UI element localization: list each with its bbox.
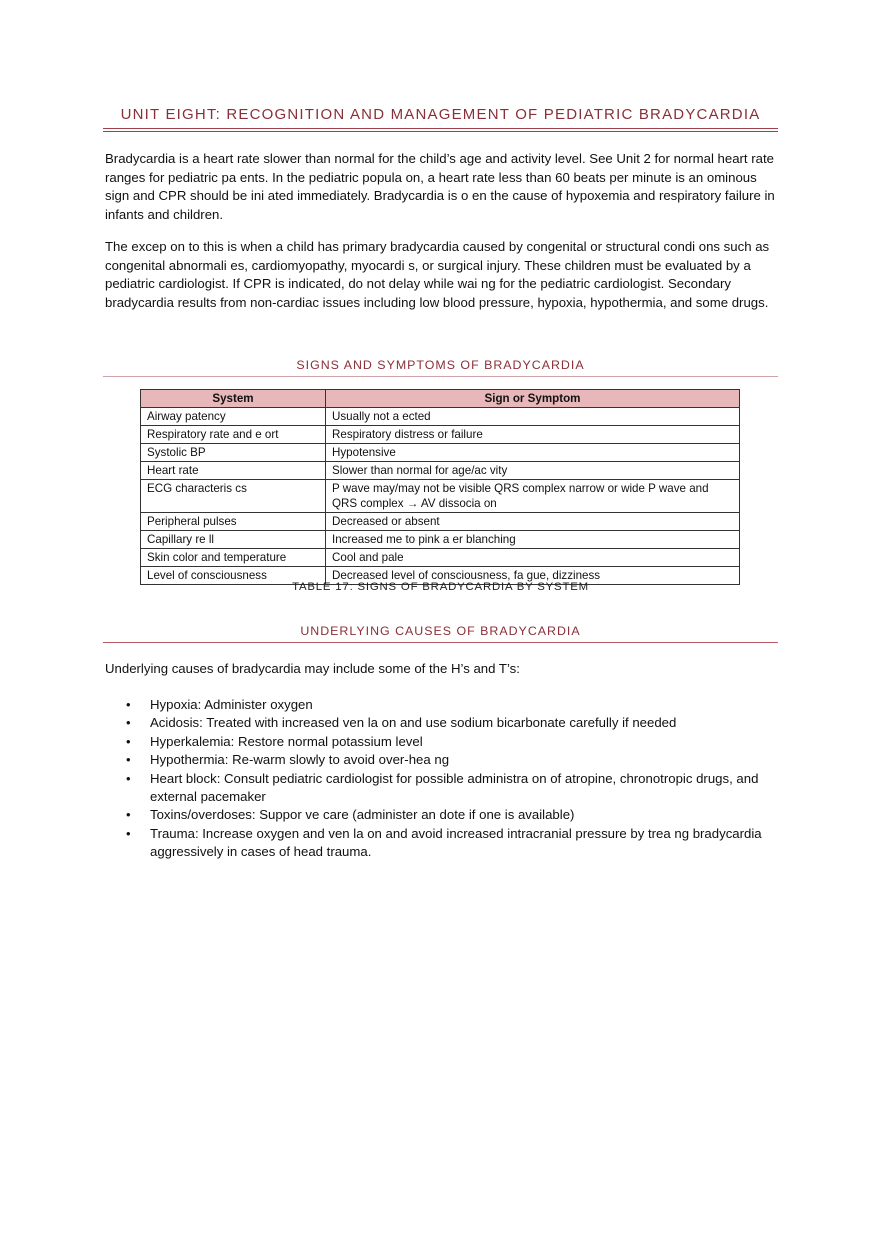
title-double-rule — [103, 128, 778, 132]
system-cell: Level of consciousness — [141, 567, 326, 585]
table-row — [141, 513, 740, 531]
system-cell: Systolic BP — [141, 444, 326, 462]
exception-paragraph: The excep on to this is when a child has primary bradycardia caused by congenital or structural condi ons such as congenital abnormali es, cardiomyopathy, myocardi s, or surgical injury. These children must be evaluated by a pediatric cardiologist. If CPR is indicated, do not delay while wai ng for the pediatric cardiologist. Secondary bradycardia results from non-cardiac issues including low blood pressure, hypoxia, hypothermia, and some drugs. — [105, 239, 770, 310]
sign-cell: Cool and pale — [326, 549, 740, 567]
signs-section-rule — [103, 376, 778, 377]
signs-section-heading: SIGNS AND SYMPTOMS OF BRADYCARDIA — [296, 358, 585, 372]
table-header-row — [141, 390, 740, 408]
column-header-system: System — [141, 390, 326, 408]
system-cell: Heart rate — [141, 462, 326, 480]
list-item: • Hypoxia: Administer oxygen — [105, 696, 777, 714]
sign-cell: Increased me to pink a er blanching — [326, 531, 740, 549]
system-cell: Airway patency — [141, 408, 326, 426]
sign-cell: P wave may/may not be visible QRS complex narrow or wide P wave and QRS complex → AV dissocia on — [326, 480, 740, 513]
causes-section-heading: UNDERLYING CAUSES OF BRADYCARDIA — [300, 624, 581, 638]
sign-cell: Decreased level of consciousness, fa gue, dizziness — [326, 567, 740, 585]
causes-intro: Underlying causes of bradycardia may include some of the H’s and T’s: — [105, 661, 520, 676]
table-row — [141, 549, 740, 567]
list-item: • Heart block: Consult pediatric cardiologist for possible administra on of atropine, chronotropic drugs, and external pacemaker — [105, 770, 777, 807]
sign-cell: Decreased or absent — [326, 513, 740, 531]
table-caption: TABLE 17: SIGNS OF BRADYCARDIA BY SYSTEM — [292, 581, 589, 593]
list-item: • Acidosis: Treated with increased ven la on and use sodium bicarbonate carefully if needed — [105, 714, 777, 732]
list-item: • Hypothermia: Re-warm slowly to avoid over-hea ng — [105, 751, 777, 769]
sign-cell: Hypotensive — [326, 444, 740, 462]
table-row — [141, 426, 740, 444]
list-item: • Trauma: Increase oxygen and ven la on and avoid increased intracranial pressure by trea ng bradycardia aggressively in cases of head trauma. — [105, 825, 777, 862]
table-row — [141, 480, 740, 513]
table-row — [141, 531, 740, 549]
causes-list — [105, 696, 777, 862]
sign-cell: Slower than normal for age/ac vity — [326, 462, 740, 480]
sign-cell: Usually not a ected — [326, 408, 740, 426]
causes-section-rule — [103, 642, 778, 643]
system-cell: ECG characteris cs — [141, 480, 326, 513]
signs-table — [140, 389, 740, 585]
system-cell: Capillary re ll — [141, 531, 326, 549]
table-row — [141, 408, 740, 426]
list-item: • Toxins/overdoses: Suppor ve care (administer an dote if one is available) — [105, 806, 777, 824]
intro-paragraph: Bradycardia is a heart rate slower than normal for the child’s age and activity level. See Unit 2 for normal heart rate ranges for pediatric pa ents. In the pediatric popula on, a heart rate less than 60 beats per minute is an ominous sign and CPR should be ini ated immediately. Bradycardia is o en the cause of hypoxemia and respiratory failure in infants and children. — [105, 151, 775, 222]
unit-title: UNIT EIGHT: RECOGNITION AND MANAGEMENT OF PEDIATRIC BRADYCARDIA — [120, 106, 761, 123]
system-cell: Peripheral pulses — [141, 513, 326, 531]
list-item: • Hyperkalemia: Restore normal potassium level — [105, 733, 777, 751]
table-row — [141, 462, 740, 480]
sign-cell: Respiratory distress or failure — [326, 426, 740, 444]
system-cell: Respiratory rate and e ort — [141, 426, 326, 444]
table-row — [141, 444, 740, 462]
system-cell: Skin color and temperature — [141, 549, 326, 567]
column-header-sign: Sign or Symptom — [326, 390, 740, 408]
